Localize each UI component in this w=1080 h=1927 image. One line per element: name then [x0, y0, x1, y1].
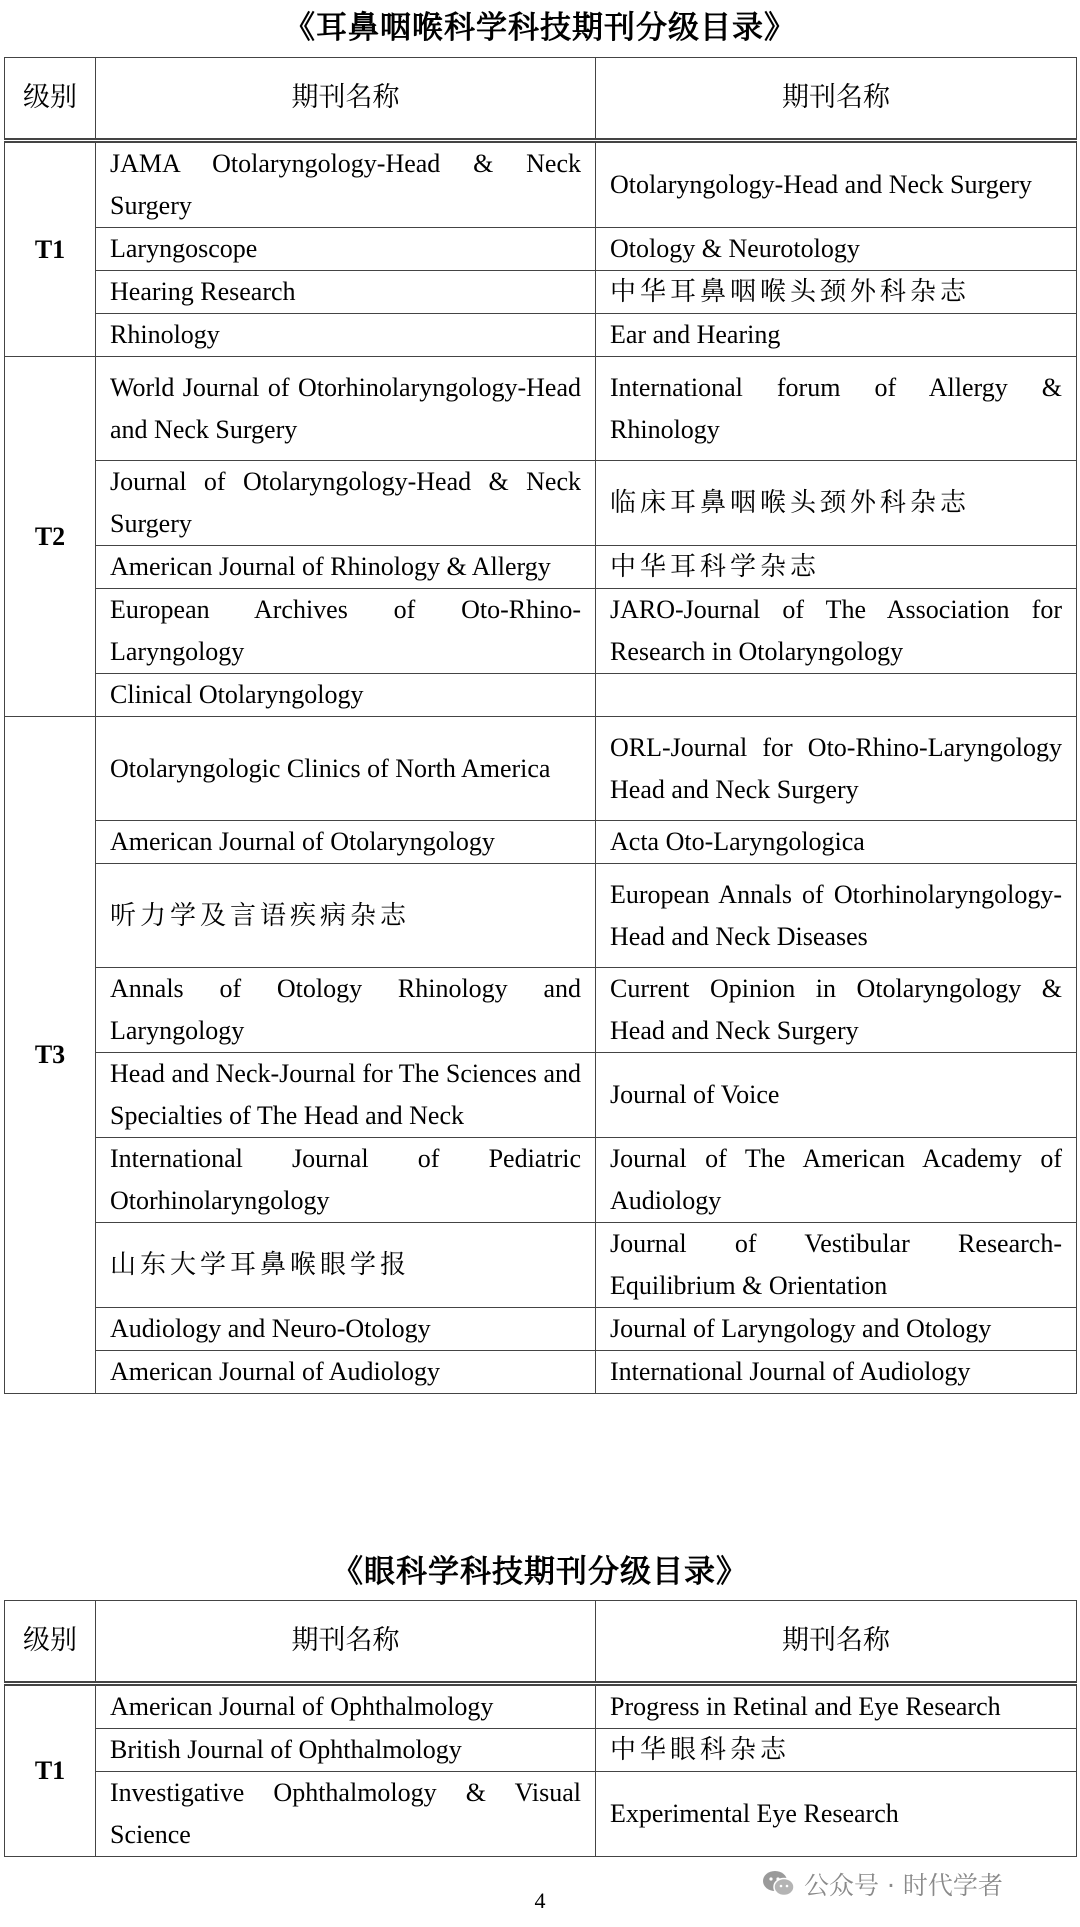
journal-name-header: 期刊名称 — [596, 1601, 1077, 1684]
journal-cell: Investigative Ophthalmology & Visual Science — [96, 1772, 596, 1857]
table-row — [5, 1729, 1077, 1772]
page-number: 4 — [534, 1888, 546, 1913]
journal-cell: Otolaryngology-Head and Neck Surgery — [596, 141, 1077, 228]
ent-journal-table — [4, 57, 1077, 1394]
journal-cell: Acta Oto-Laryngologica — [596, 821, 1077, 864]
table-header-row — [5, 58, 1077, 141]
table-row — [5, 1223, 1077, 1308]
journal-cell: Head and Neck-Journal for The Sciences and Specialties of The Head and Neck — [96, 1053, 596, 1138]
ophthalmology-section-title: 《眼科学科技期刊分级目录》 — [332, 1554, 748, 1590]
journal-cell: Clinical Otolaryngology — [96, 674, 596, 717]
table-row — [5, 314, 1077, 357]
journal-cell: Experimental Eye Research — [596, 1772, 1077, 1857]
table-row — [5, 968, 1077, 1053]
journal-cell: Laryngoscope — [96, 228, 596, 271]
journal-cell: 听力学及言语疾病杂志 — [96, 864, 596, 968]
level-cell: T1 — [5, 141, 96, 357]
watermark-text: 公众号 · 时代学者 — [804, 1871, 1003, 1900]
journal-cell: Ear and Hearing — [596, 314, 1077, 357]
journal-cell: World Journal of Otorhinolaryngology-Head and Neck Surgery — [96, 357, 596, 461]
wechat-icon — [762, 1869, 796, 1899]
journal-name-header: 期刊名称 — [596, 58, 1077, 141]
ent-section-title: 《耳鼻咽喉科学科技期刊分级目录》 — [284, 10, 796, 46]
journal-name-header: 期刊名称 — [96, 58, 596, 141]
journal-cell: 山东大学耳鼻喉眼学报 — [96, 1223, 596, 1308]
journal-cell: American Journal of Ophthalmology — [96, 1684, 596, 1729]
table-row — [5, 717, 1077, 821]
journal-cell: British Journal of Ophthalmology — [96, 1729, 596, 1772]
journal-cell: Otology & Neurotology — [596, 228, 1077, 271]
journal-cell: Journal of Otolaryngology-Head & Neck Surgery — [96, 461, 596, 546]
table-row — [5, 1772, 1077, 1857]
table-row — [5, 461, 1077, 546]
journal-cell: International Journal of Pediatric Otorhinolaryngology — [96, 1138, 596, 1223]
table-row — [5, 271, 1077, 314]
journal-cell: Rhinology — [96, 314, 596, 357]
journal-cell: American Journal of Audiology — [96, 1351, 596, 1394]
journal-cell: European Archives of Oto-Rhino-Laryngology — [96, 589, 596, 674]
journal-cell: American Journal of Rhinology & Allergy — [96, 546, 596, 589]
journal-cell: Current Opinion in Otolaryngology & Head and Neck Surgery — [596, 968, 1077, 1053]
ophthalmology-journal-table — [4, 1600, 1077, 1857]
journal-cell: International forum of Allergy & Rhinology — [596, 357, 1077, 461]
level-header: 级别 — [5, 58, 96, 141]
journal-cell: International Journal of Audiology — [596, 1351, 1077, 1394]
table-row — [5, 589, 1077, 674]
journal-cell: Journal of Vestibular Research-Equilibrium & Orientation — [596, 1223, 1077, 1308]
table-row — [5, 357, 1077, 461]
table-row — [5, 1053, 1077, 1138]
journal-cell: American Journal of Otolaryngology — [96, 821, 596, 864]
journal-cell: 中华眼科杂志 — [596, 1729, 1077, 1772]
table-row — [5, 1351, 1077, 1394]
level-cell: T2 — [5, 357, 96, 717]
level-cell: T1 — [5, 1684, 96, 1857]
journal-cell: Hearing Research — [96, 271, 596, 314]
table-row — [5, 1308, 1077, 1351]
journal-cell: Journal of Voice — [596, 1053, 1077, 1138]
table-row — [5, 546, 1077, 589]
table-row — [5, 821, 1077, 864]
journal-cell — [596, 674, 1077, 717]
table-header-row — [5, 1601, 1077, 1684]
journal-cell: Progress in Retinal and Eye Research — [596, 1684, 1077, 1729]
journal-cell: 临床耳鼻咽喉头颈外科杂志 — [596, 461, 1077, 546]
level-cell: T3 — [5, 717, 96, 1394]
journal-name-header: 期刊名称 — [96, 1601, 596, 1684]
journal-cell: Audiology and Neuro-Otology — [96, 1308, 596, 1351]
table-row — [5, 1138, 1077, 1223]
journal-cell: European Annals of Otorhinolaryngology-Head and Neck Diseases — [596, 864, 1077, 968]
journal-cell: Journal of The American Academy of Audiology — [596, 1138, 1077, 1223]
table-row — [5, 141, 1077, 228]
journal-cell: Annals of Otology Rhinology and Laryngology — [96, 968, 596, 1053]
journal-cell: 中华耳科学杂志 — [596, 546, 1077, 589]
journal-cell: JAMA Otolaryngology-Head & Neck Surgery — [96, 141, 596, 228]
table-row — [5, 674, 1077, 717]
journal-cell: ORL-Journal for Oto-Rhino-Laryngology Head and Neck Surgery — [596, 717, 1077, 821]
journal-cell: JARO-Journal of The Association for Research in Otolaryngology — [596, 589, 1077, 674]
level-header: 级别 — [5, 1601, 96, 1684]
table-row — [5, 1684, 1077, 1729]
journal-cell: 中华耳鼻咽喉头颈外科杂志 — [596, 271, 1077, 314]
watermark — [762, 1866, 1003, 1902]
table-row — [5, 228, 1077, 271]
journal-cell: Journal of Laryngology and Otology — [596, 1308, 1077, 1351]
table-row — [5, 864, 1077, 968]
journal-cell: Otolaryngologic Clinics of North America — [96, 717, 596, 821]
